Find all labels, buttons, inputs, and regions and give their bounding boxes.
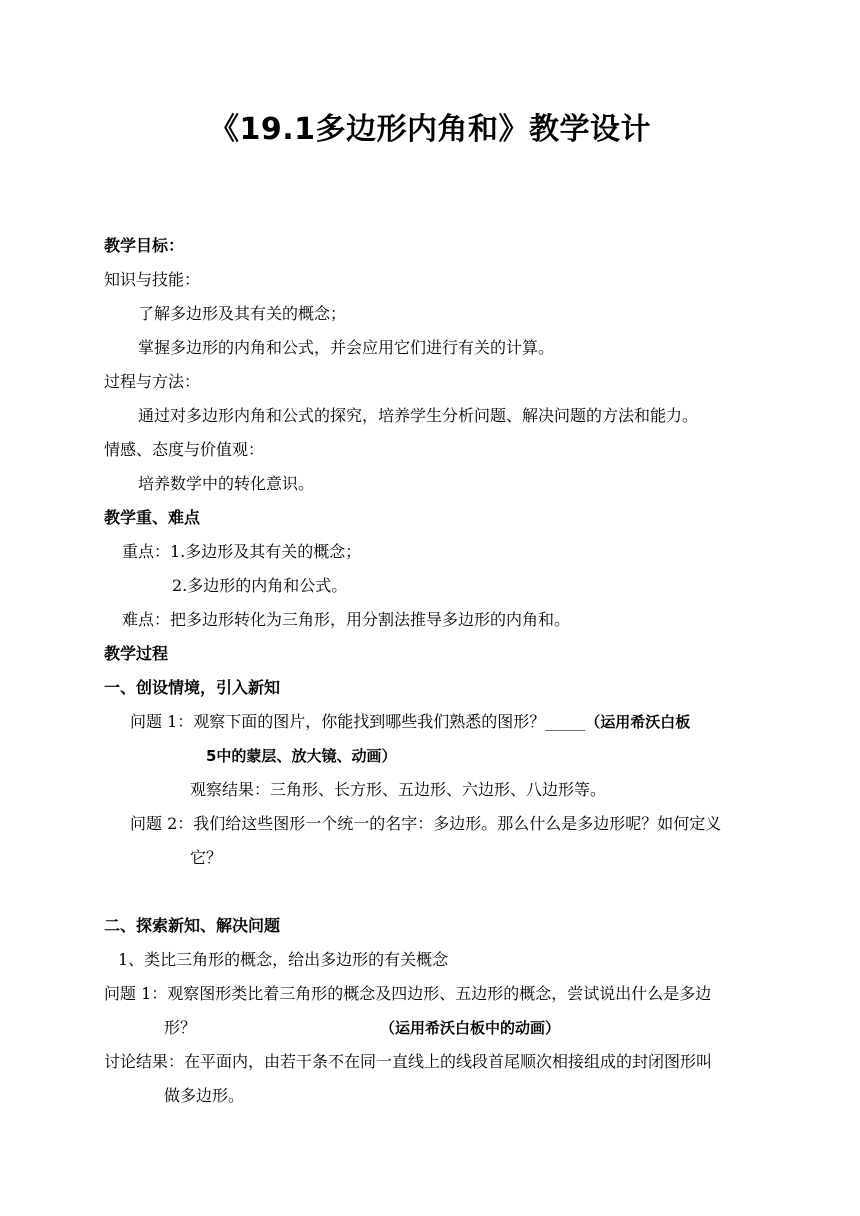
- s1-result: 观察结果：三角形、长方形、五边形、六边形、八边形等。: [190, 780, 607, 799]
- process-item: 通过对多边形内角和公式的探究，培养学生分析问题、解决问题的方法和能力。: [138, 406, 699, 425]
- knowledge-item-1: 了解多边形及其有关的概念；: [138, 304, 347, 323]
- key-point-2: 2.多边形的内角和公式。: [172, 576, 348, 595]
- s2-subheading-1: 1、类比三角形的概念，给出多边形的有关概念: [118, 950, 449, 969]
- section2-heading: 二、探索新知、解决问题: [104, 916, 281, 935]
- key-heading: 教学重、难点: [104, 508, 201, 527]
- document-title: 《19.1多边形内角和》教学设计: [208, 112, 652, 147]
- section1-heading: 一、创设情境，引入新知: [104, 678, 281, 697]
- attitude-label: 情感、态度与价值观：: [104, 440, 265, 459]
- s1-question-1: [130, 711, 690, 733]
- process-heading: 教学过程: [104, 644, 169, 663]
- knowledge-label: 知识与技能：: [104, 270, 201, 289]
- s1-question-1-text: 问题 1：观察下面的图片，你能找到哪些我们熟悉的图形？_____: [130, 712, 586, 731]
- objectives-heading: 教学目标：: [104, 236, 185, 255]
- s2-discussion-line1: 讨论结果：在平面内，由若干条不在同一直线上的线段首尾顺次相接组成的封闭图形叫: [104, 1052, 713, 1071]
- process-label: 过程与方法：: [104, 372, 201, 391]
- s1-question-2-line1: 问题 2：我们给这些图形一个统一的名字：多边形。那么什么是多边形呢？如何定义: [130, 814, 722, 833]
- attitude-item: 培养数学中的转化意识。: [138, 474, 315, 493]
- knowledge-item-2: 掌握多边形的内角和公式，并会应用它们进行有关的计算。: [138, 338, 555, 357]
- s1-question-1-note-b: 5中的蒙层、放大镜、动画）: [206, 747, 397, 765]
- s1-question-1-note-a: （运用希沃白板: [585, 713, 691, 731]
- key-point-1: 重点：1.多边形及其有关的概念；: [122, 542, 362, 561]
- s2-question-1-line2: 形？: [164, 1018, 197, 1037]
- s2-discussion-line2: 做多边形。: [164, 1086, 245, 1105]
- s2-question-1-note: （运用希沃白板中的动画）: [380, 1019, 561, 1037]
- s2-question-1-line1: 问题 1：观察图形类比着三角形的概念及四边形、五边形的概念，尝试说出什么是多边: [104, 984, 712, 1003]
- difficult-point: 难点：把多边形转化为三角形，用分割法推导多边形的内角和。: [122, 610, 571, 629]
- s1-question-2-line2: 它？: [190, 848, 223, 867]
